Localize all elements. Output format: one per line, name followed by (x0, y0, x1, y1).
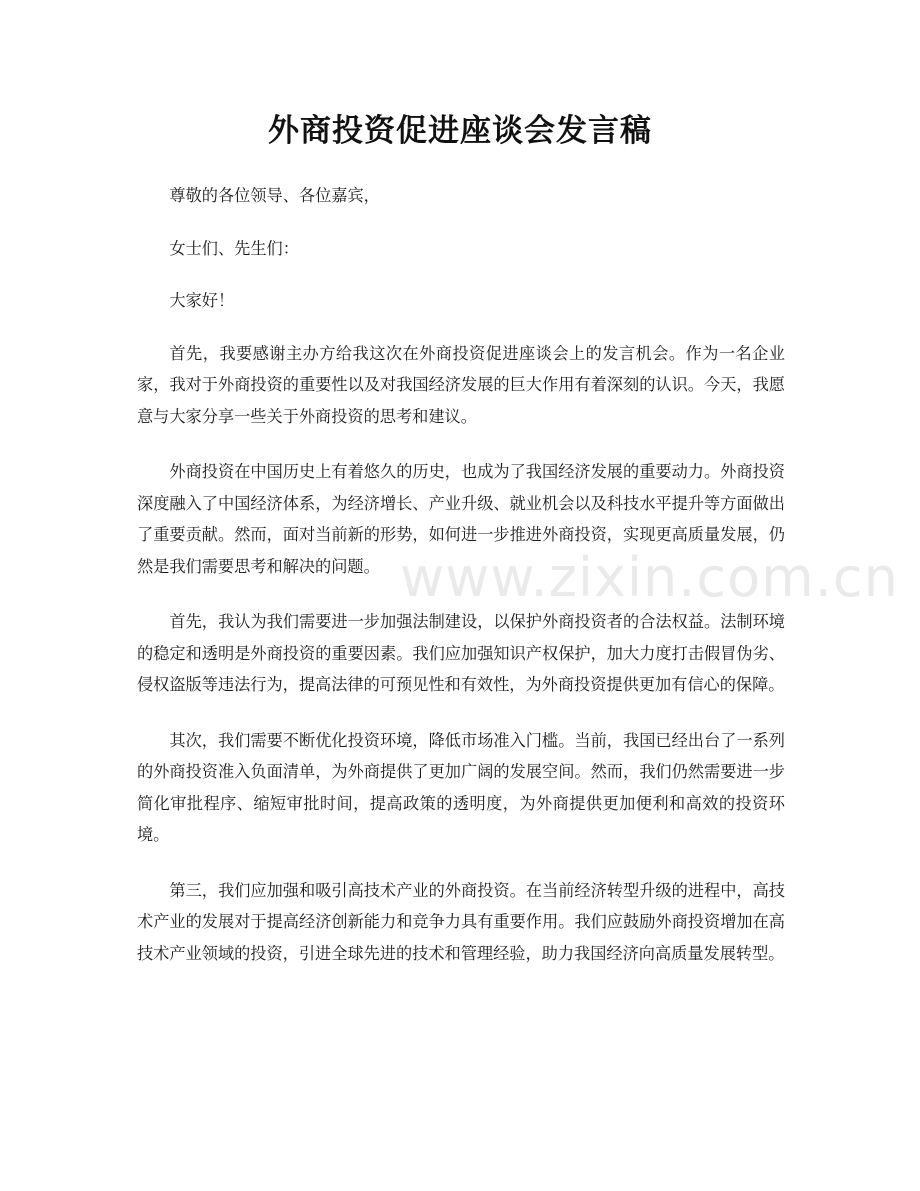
watermark: www.zixin.com.cn (400, 546, 899, 609)
greeting-paragraph: 女士们、先生们： (169, 238, 299, 258)
salutation-paragraph: 尊敬的各位领导、各位嘉宾， (169, 186, 380, 205)
history-paragraph: 外商投资在中国历史上有着悠久的历史，也成为了我国经济发展的重要动力。外商投资深度融入了中国经济体系，为经济增长、产业升级、就业机会以及科技水平提升等方面做出了重要贡献。然而，面对当前新的形势，如何进一步推进外商投资，实现更高质量发展，仍然是我们需要思考和解决的问题。 (137, 462, 785, 576)
legal-paragraph: 首先，我认为我们需要进一步加强法制建设，以保护外商投资者的合法权益。法制环境的稳定和透明是外商投资的重要因素。我们应加强知识产权保护，加大力度打击假冒伪劣、侵权盗版等违法行为，提高法律的可预见性和有效性，为外商投资提供更加有信心的保障。 (137, 612, 785, 694)
document-title: 外商投资促进座谈会发言稿 (268, 113, 652, 149)
hello-paragraph: 大家好！ (169, 291, 235, 310)
hightech-paragraph: 第三，我们应加强和吸引高技术产业的外商投资。在当前经济转型升级的进程中，高技术产业的发展对于提高经济创新能力和竞争力具有重要作用。我们应鼓励外商投资增加在高技术产业领域的投资，引进全球先进的技术和管理经验，助力我国经济向高质量发展转型。 (137, 880, 785, 963)
environment-paragraph: 其次，我们需要不断优化投资环境，降低市场准入门槛。当前，我国已经出台了一系列的外商投资准入负面清单，为外商提供了更加广阔的发展空间。然而，我们仍然需要进一步简化审批程序、缩短审批时间，提高政策的透明度，为外商提供更加便利和高效的投资环境。 (137, 730, 785, 844)
intro-paragraph: 首先，我要感谢主办方给我这次在外商投资促进座谈会上的发言机会。作为一名企业家，我对于外商投资的重要性以及对我国经济发展的巨大作用有着深刻的认识。今天，我愿意与大家分享一些关于外商投资的思考和建议。 (137, 343, 785, 426)
document-body (137, 180, 785, 993)
